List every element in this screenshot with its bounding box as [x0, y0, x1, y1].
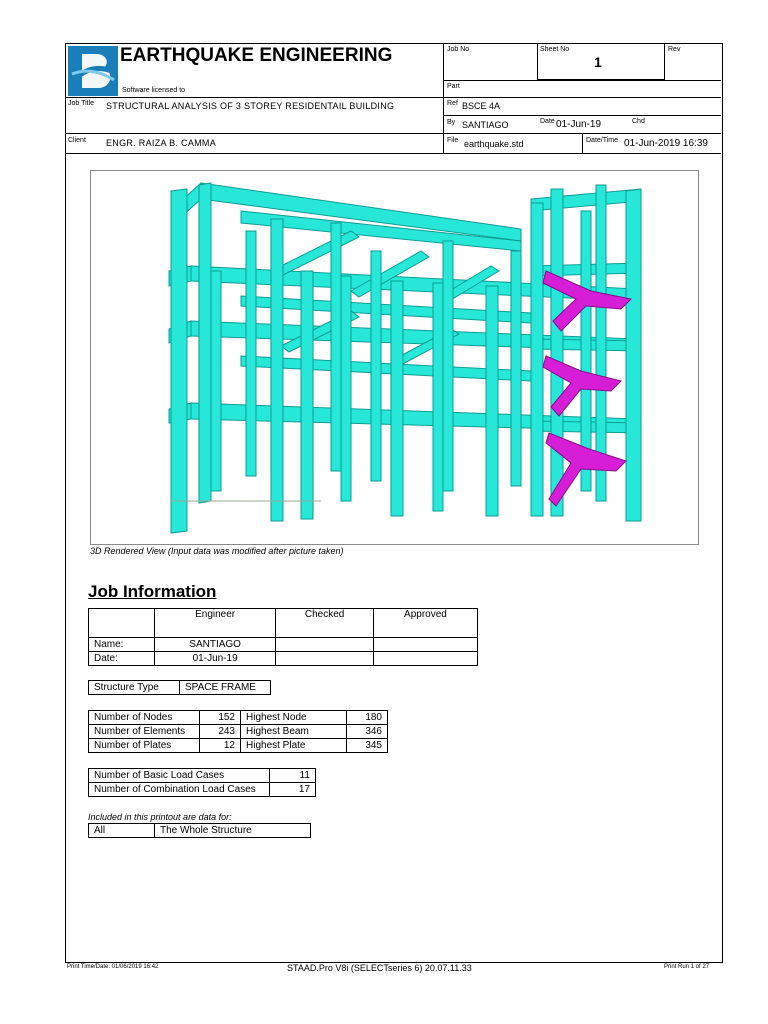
datetime-value: 01-Jun-2019 16:39	[624, 138, 708, 149]
header-divider	[582, 133, 583, 153]
figure-caption: 3D Rendered View (Input data was modified after picture taken)	[90, 546, 344, 556]
table-cell: 17	[270, 783, 316, 797]
ref-label: Ref	[447, 100, 458, 107]
date-label: Date	[540, 118, 555, 125]
table-cell: The Whole Structure	[155, 824, 311, 838]
table-row	[89, 783, 316, 797]
print-run: Print Run 1 of 27	[664, 964, 710, 970]
structure-type-table	[88, 680, 271, 695]
date-value: 01-Jun-19	[556, 119, 602, 130]
file-value: earthquake.std	[464, 139, 524, 149]
job-title-value: STRUCTURAL ANALYSIS OF 3 STOREY RESIDENTAIL BUILDING	[106, 101, 395, 111]
table-cell	[373, 638, 477, 652]
table-row	[89, 769, 316, 783]
table-cell	[373, 652, 477, 666]
client-label: Client	[68, 137, 86, 144]
table-row	[89, 652, 478, 666]
table-cell: 345	[347, 739, 388, 753]
table-cell: 152	[200, 711, 241, 725]
counts-table	[88, 710, 388, 753]
sheet-no-value: 1	[594, 54, 602, 70]
job-info-heading: Job Information	[88, 582, 217, 601]
table-cell	[276, 652, 374, 666]
licensed-label: Software licensed to	[122, 87, 186, 94]
header-divider	[443, 80, 721, 81]
row-label: Number of Elements	[89, 725, 200, 739]
column-header: Engineer	[155, 609, 276, 638]
sheet-no-label: Sheet No	[540, 46, 570, 53]
rev-label: Rev	[668, 46, 681, 53]
table-cell: 243	[200, 725, 241, 739]
table-row	[89, 725, 388, 739]
row-label: Number of Plates	[89, 739, 200, 753]
row-label: Number of Basic Load Cases	[89, 769, 270, 783]
table-row	[89, 609, 478, 638]
row-label: Date:	[89, 652, 155, 666]
table-cell: SPACE FRAME	[180, 681, 271, 695]
table-row	[89, 638, 478, 652]
header-divider	[65, 97, 721, 98]
row-label: Name:	[89, 638, 155, 652]
row-label: Structure Type	[89, 681, 180, 695]
datetime-label: Date/Time	[586, 137, 619, 144]
part-label: Part	[447, 83, 460, 90]
table-cell	[276, 638, 374, 652]
file-label: File	[447, 137, 459, 144]
rendered-view	[90, 170, 699, 545]
job-title-label: Job Title	[68, 100, 95, 107]
table-cell: 180	[347, 711, 388, 725]
by-label: By	[447, 119, 456, 126]
table-cell: 12	[200, 739, 241, 753]
table-row	[89, 681, 271, 695]
table-row	[89, 824, 311, 838]
company-name: EARTHQUAKE ENGINEERING	[120, 45, 393, 66]
included-table	[88, 823, 311, 838]
job-info-table	[88, 608, 478, 666]
program-version: STAAD.Pro V8i (SELECTseries 6) 20.07.11.33	[287, 963, 472, 973]
by-value: SANTIAGO	[462, 120, 509, 130]
load-cases-table	[88, 768, 316, 797]
column-header: Approved	[373, 609, 477, 638]
table-cell: All	[89, 824, 155, 838]
row-label: Number of Nodes	[89, 711, 200, 725]
header-divider	[65, 133, 721, 134]
ref-value: BSCE 4A	[462, 101, 501, 111]
included-note: Included in this printout are data for:	[88, 812, 232, 822]
header-divider	[443, 43, 444, 153]
table-cell: 11	[270, 769, 316, 783]
chd-label: Chd	[632, 118, 645, 125]
column-header: Checked	[276, 609, 374, 638]
structure-drawing	[91, 171, 698, 544]
row-label: Highest Beam	[241, 725, 347, 739]
table-row	[89, 711, 388, 725]
table-row	[89, 739, 388, 753]
print-time: Print Time/Date: 01/06/2019 16:42	[67, 964, 159, 970]
table-cell: SANTIAGO	[155, 638, 276, 652]
header-divider	[65, 153, 721, 154]
row-label: Highest Plate	[241, 739, 347, 753]
table-cell	[89, 609, 155, 638]
table-cell: 346	[347, 725, 388, 739]
header-divider	[443, 115, 721, 116]
job-no-label: Job No	[447, 46, 470, 53]
table-cell: 01-Jun-19	[155, 652, 276, 666]
row-label: Highest Node	[241, 711, 347, 725]
client-value: ENGR. RAIZA B. CAMMA	[106, 138, 217, 148]
bentley-logo-icon	[68, 46, 118, 101]
row-label: Number of Combination Load Cases	[89, 783, 270, 797]
